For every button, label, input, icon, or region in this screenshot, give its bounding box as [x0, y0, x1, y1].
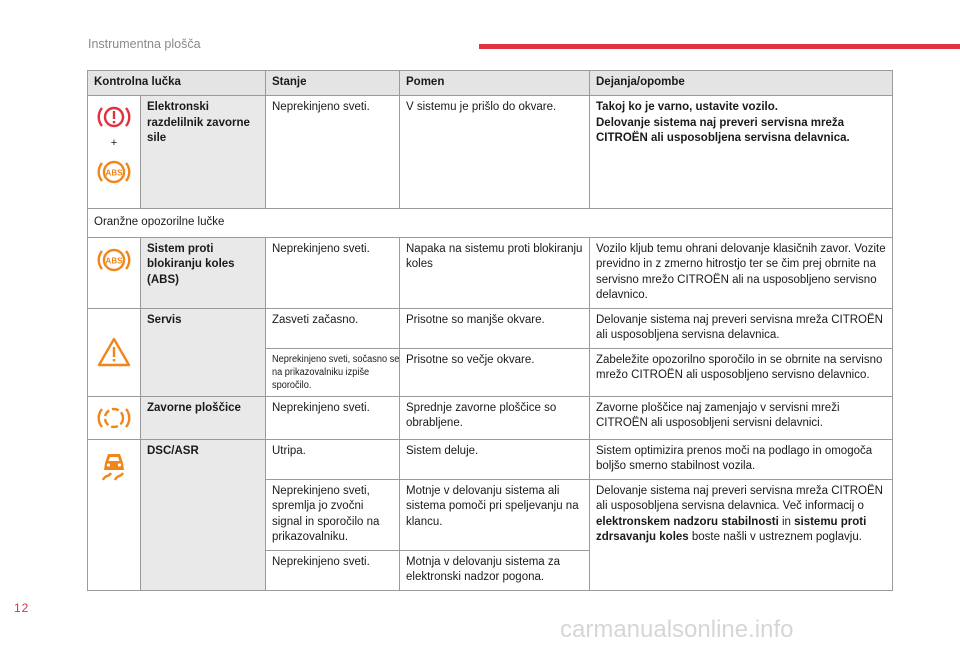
dsc-action-2-a: Delovanje sistema naj preveri servisna mreža CITROËN ali usposobljena servisna delavnica. Več informacij o: [596, 484, 883, 512]
brake-pads-icon: [96, 403, 132, 433]
table-header-row: [88, 71, 893, 96]
section-title-orange: Oranžne opozorilne lučke: [88, 209, 893, 238]
service-icon-cell: [88, 308, 141, 396]
service-meaning-1: Prisotne so manjše okvare.: [400, 308, 590, 348]
ebd-icons: [88, 96, 141, 209]
pads-label: Zavorne ploščice: [141, 396, 266, 439]
ebd-action: Takoj ko je varno, ustavite vozilo. Delovanje sistema naj preveri servisna mreža CITROËN ali usposobljena servisna delavnica.: [590, 96, 893, 209]
dsc-action-1: Sistem optimizira prenos moči na podlago in omogoča boljšo smerno stabilnost vozila.: [590, 439, 893, 479]
table-row-dsc: [88, 439, 893, 479]
abs-icon-cell: [88, 237, 141, 308]
table-row-abs: [88, 237, 893, 308]
col-header-action: Dejanja/opombe: [590, 71, 893, 96]
ebd-meaning: V sistemu je prišlo do okvare.: [400, 96, 590, 209]
service-state-1: Zasveti začasno.: [266, 308, 400, 348]
service-label: Servis: [141, 308, 266, 396]
pads-icon-cell: [88, 396, 141, 439]
warning-lights-table: [87, 70, 893, 591]
pads-state: Neprekinjeno sveti.: [266, 396, 400, 439]
watermark: carmanualsonline.info: [560, 616, 794, 643]
dsc-state-1: Utripa.: [266, 439, 400, 479]
ebd-state: Neprekinjeno sveti.: [266, 96, 400, 209]
pads-action: Zavorne ploščice naj zamenjajo v servisni mreži CITROËN ali usposobljeni servisni delavnici.: [590, 396, 893, 439]
dsc-meaning-2: Motnje v delovanju sistema ali sistema pomoči pri speljevanju na klancu.: [400, 479, 590, 550]
section-row-orange: [88, 209, 893, 238]
dsc-state-2: Neprekinjeno sveti, spremlja jo zvočni signal in sporočilo na prikazovalniku.: [266, 479, 400, 550]
plus-sign: +: [110, 137, 118, 149]
table-row-ebd: [88, 96, 893, 209]
service-action-1: Delovanje sistema naj preveri servisna mreža CITROËN ali usposobljena servisna delavnica.: [590, 308, 893, 348]
service-action-2: Zabeležite opozorilno sporočilo in se obrnite na servisno mrežo CITROËN ali usposobljeno servisno delavnico.: [590, 348, 893, 396]
service-state-2: Neprekinjeno sveti, sočasno se na prikazovalniku izpiše sporočilo.: [272, 353, 400, 391]
dsc-meaning-3: Motnja v delovanju sistema za elektronski nadzor pogona.: [400, 550, 590, 590]
header-accent-bar: [479, 44, 960, 49]
col-header-light: Kontrolna lučka: [88, 71, 266, 96]
brake-warning-red-icon: [96, 102, 132, 132]
dsc-skid-car-icon: [96, 446, 132, 486]
dsc-action-2-d: sistemu proti zdrsavanju koles: [596, 515, 867, 543]
service-warning-triangle-icon: [96, 336, 132, 368]
dsc-label: DSC/ASR: [141, 439, 266, 590]
svg-text:ABS: ABS: [105, 168, 123, 177]
abs-action: Vozilo kljub temu ohrani delovanje klasičnih zavor. Vozite previdno in z zmerno hitrostjo ter se čim prej obrnite na servisno mrežo CITROËN ali na usposobljeno servisno delavnico.: [590, 237, 893, 308]
table-row-brake-pads: [88, 396, 893, 439]
service-meaning-2: Prisotne so večje okvare.: [400, 348, 590, 396]
abs-label: Sistem proti blokiranju koles (ABS): [141, 237, 266, 308]
ebd-label: Elektronski razdelilnik zavorne sile: [141, 96, 266, 209]
dsc-action-2-e: boste našli v ustreznem poglavju.: [688, 531, 862, 543]
table-row-service: [88, 308, 893, 348]
svg-text:ABS: ABS: [105, 256, 123, 265]
abs-state: Neprekinjeno sveti.: [266, 237, 400, 308]
col-header-meaning: Pomen: [400, 71, 590, 96]
pads-meaning: Sprednje zavorne ploščice so obrabljene.: [400, 396, 590, 439]
service-state-2-cell: [266, 348, 400, 396]
dsc-state-3: Neprekinjeno sveti.: [266, 550, 400, 590]
abs-icon: [96, 244, 132, 276]
dsc-icon-cell: [88, 439, 141, 590]
abs-orange-icon: [96, 156, 132, 188]
dsc-action-2-c: in: [778, 515, 795, 528]
page-header-title: Instrumentna plošča: [88, 37, 201, 51]
dsc-action-2: [590, 479, 893, 590]
col-header-state: Stanje: [266, 71, 400, 96]
dsc-meaning-1: Sistem deluje.: [400, 439, 590, 479]
page-number: 12: [14, 601, 30, 615]
dsc-action-2-b: elektronskem nadzoru stabilnosti: [596, 515, 779, 528]
abs-meaning: Napaka na sistemu proti blokiranju koles: [400, 237, 590, 308]
